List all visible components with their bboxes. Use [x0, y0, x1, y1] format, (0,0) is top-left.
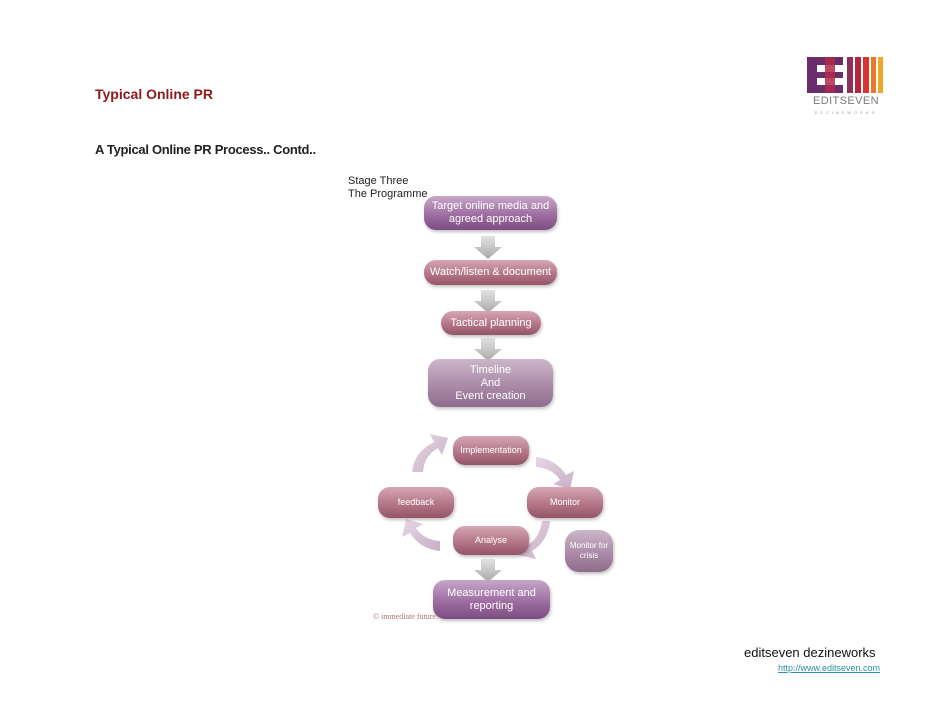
step-analyse: Analyse — [453, 526, 529, 555]
step-timeline — [428, 359, 553, 407]
logo-text: EDITSEVEN — [813, 95, 879, 107]
cycle-arrow-top-right — [536, 457, 574, 489]
down-arrow-1 — [474, 236, 502, 259]
footer-company-name: editseven dezineworks — [744, 645, 876, 660]
page-title: Typical Online PR — [95, 86, 213, 102]
step-feedback: feedback — [378, 487, 454, 518]
stage-line-1: Stage Three — [348, 175, 409, 187]
step-implementation: Implementation — [453, 436, 529, 465]
down-arrow-3 — [474, 338, 502, 361]
timeline-line-2: And — [480, 376, 501, 389]
step-monitor: Monitor — [527, 487, 603, 518]
logo-subtext: DEZINEWORKS — [814, 110, 878, 115]
footer-website-link[interactable]: http://www.editseven.com — [778, 663, 881, 673]
stage-line-2: The Programme — [348, 188, 428, 200]
cycle-arrow-top-left — [412, 434, 448, 472]
editseven-logo-mark — [807, 57, 883, 93]
step-target-online-media: Target online media and agreed approach — [424, 196, 557, 230]
step-watch-listen: Watch/listen & document — [424, 260, 557, 285]
step-measurement-reporting: Measurement and reporting — [433, 580, 550, 619]
down-arrow-2 — [474, 290, 502, 313]
page-subtitle: A Typical Online PR Process.. Contd.. — [95, 142, 316, 157]
diagram-copyright: © immediate future. — [373, 612, 438, 621]
timeline-line-1: Timeline — [469, 363, 512, 376]
stage-label — [348, 175, 427, 201]
timeline-line-3: Event creation — [455, 389, 526, 402]
down-arrow-4 — [474, 559, 502, 582]
cycle-arrow-bottom-left — [402, 519, 440, 551]
step-tactical-planning: Tactical planning — [441, 311, 541, 335]
step-monitor-for-crisis: Monitor for crisis — [565, 530, 613, 572]
